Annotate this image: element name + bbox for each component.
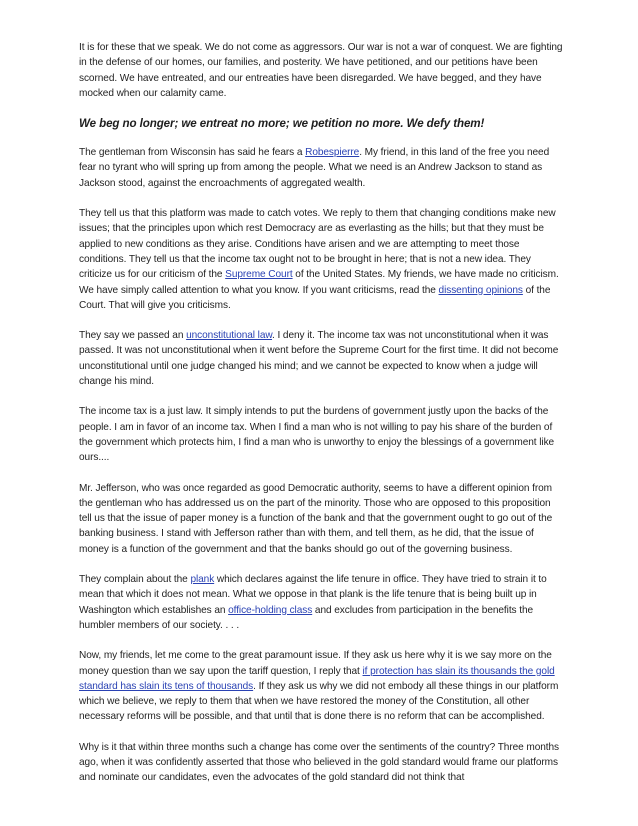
paragraph-text: They tell us that this platform was made to catch votes. We reply to them that changing conditions make new issues; that the principles upon which rest Democracy are as everlasting as the hills; but that they must be applied to new conditions as they arise. Conditions have arisen and we are attempting to meet those conditions. They tell us that the income tax ought not to be brought in here; that is not a new idea. They criticize us for our criticism of the [79,208,556,281]
paragraph-text: Mr. Jefferson, who was once regarded as good Democratic authority, seems to have a different opinion from the gentleman who has addressed us on the part of the minority. Those who are opposed to this proposition tell us that the issue of paper money is a function of the bank and that the government ought to go out of the banking business. I stand with Jefferson rather than with them, and tell them, as he did, that the issue of money is a function of the government and that the banks should go out of the governing business. [79,482,553,555]
paragraph-3 [79,206,563,313]
paragraph-2 [79,145,563,191]
paragraph-text: of the Court. That will give you criticisms. [79,284,551,311]
paragraph-text: The gentleman from Wisconsin has said he fears a [79,147,306,159]
paragraph-9 [79,740,563,786]
link-robespierre[interactable]: Robespierre [305,147,360,159]
paragraph-text: Why is it that within three months such a change has come over the sentiments of the country? Three months ago, when it was confidently asserted that those who believed in the gold standard would frame our platforms and nominate our candidates, even the advocates of the gold standard did not think that [79,741,560,784]
paragraph-6 [79,481,563,557]
paragraph-text: which declares against the life tenure in office. They have tried to strain it to mean that which it does not mean. What we oppose in that plank is the life tenure that is being built up in Washington which establishes an [79,574,547,616]
paragraph-5 [79,404,563,465]
link-dissenting-opinions[interactable]: dissenting opinions [438,284,523,296]
emphasized-quote: We beg no longer; we entreat no more; we petition no more. We defy them! [79,117,485,131]
link-unconstitutional-law[interactable]: unconstitutional law [186,330,273,342]
paragraph-4 [79,328,563,389]
paragraph-text: Now, my friends, let me come to the great paramount issue. If they ask us here why it is we say more on the money question than we say upon the tariff question, I reply that [79,650,552,677]
link-protection-gold-standard[interactable]: if protection has slain its thousands the gold standard has slain its tens of thousands [79,665,555,692]
document-page [79,40,563,801]
paragraph-1 [79,40,563,101]
paragraph-text: The income tax is a just law. It simply intends to put the burdens of government justly upon the backs of the people. I am in favor of an income tax. When I find a man who is not willing to pay his share of the burden of the government which protects him, I find a man who is unworthy to enjoy the blessings of a government like ours.... [79,406,555,464]
paragraph-text: of the United States. My friends, we have made no criticism. We have simply called attention to what you know. If you want criticisms, read the [79,269,559,296]
link-office-holding-class[interactable]: office-holding class [228,604,313,616]
paragraph-text: It is for these that we speak. We do not come as aggressors. Our war is not a war of conquest. We are fighting in the defense of our homes, our families, and posterity. We have petitioned, and our petitions have been scorned. We have entreated, and our entreaties have been disregarded. We have begged, and they have mocked when our calamity came. [79,42,563,99]
paragraph-text: . I deny it. The income tax was not unconstitutional when it was passed. It was not unconstitutional when it went before the Supreme Court for the first time. It did not become unconstitutional until one judge changed his mind; and we cannot be expected to know when a judge will change his mind. [79,330,559,388]
paragraph-text: They complain about the [79,574,191,586]
paragraph-text: and excludes from participation in the benefits the humbler members of our society. . . . [79,604,534,631]
paragraph-text: They say we passed an [79,330,187,342]
paragraph-8 [79,648,563,724]
link-supreme-court[interactable]: Supreme Court [225,269,293,281]
link-plank[interactable]: plank [190,574,215,586]
paragraph-text: . If they ask us why we did not embody all these things in our platform which we believe, we reply to them that when we have restored the money of the Constitution, all other necessary reforms will be possible, and that until that is done there is no reform that can be accomplished. [79,680,559,723]
paragraph-text: . My friend, in this land of the free you need fear no tyrant who will spring up from among the people. What we need is an Andrew Jackson to stand as Jackson stood, against the encroachments of aggregated wealth. [79,147,550,189]
paragraph-7 [79,572,563,633]
